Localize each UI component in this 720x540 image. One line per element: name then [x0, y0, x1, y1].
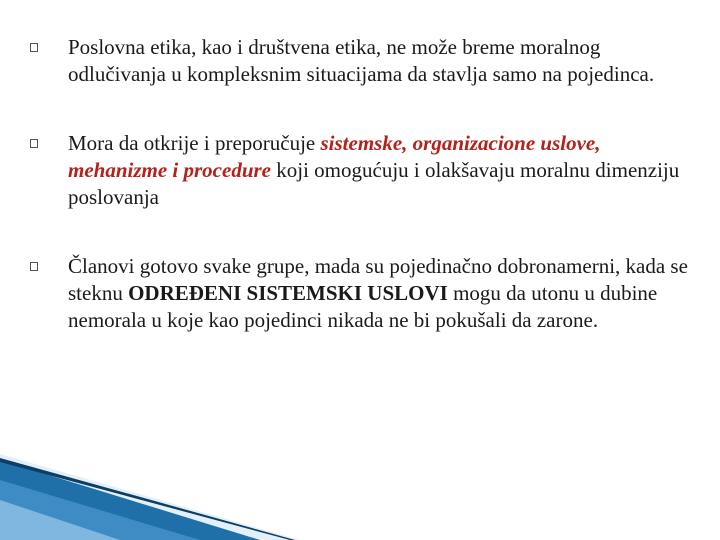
bullet-item-3	[30, 253, 690, 334]
bullet-list	[30, 34, 690, 376]
square-bullet-icon	[30, 262, 38, 271]
bullet-item-1	[30, 34, 690, 88]
bullet-text-post: koji omogućuju i olakšavaju moralnu dimenziju poslovanja	[68, 158, 680, 209]
decorative-swoosh	[0, 440, 720, 540]
bullet-item-2	[30, 130, 690, 211]
bullet-emphasis: sistemske, organizacione uslove, mehanizme i procedure	[68, 131, 601, 182]
bullet-bold: ODREĐENI SISTEMSKI USLOVI	[128, 281, 448, 305]
square-bullet-icon	[30, 139, 38, 148]
square-bullet-icon	[30, 43, 38, 52]
bullet-text-post: mogu da utonu u dubine nemorala u koje kao pojedinci nikada ne bi pokušali da zarone.	[68, 281, 658, 332]
bullet-text-pre: Mora da otkrije i preporučuje	[68, 131, 321, 155]
bullet-text-pre: Članovi gotovo svake grupe, mada su pojedinačno dobronamerni, kada se steknu	[68, 254, 688, 305]
bullet-text: Poslovna etika, kao i društvena etika, ne može breme moralnog odlučivanja u kompleksnim situacijama da stavlja samo na pojedinca.	[68, 35, 655, 86]
